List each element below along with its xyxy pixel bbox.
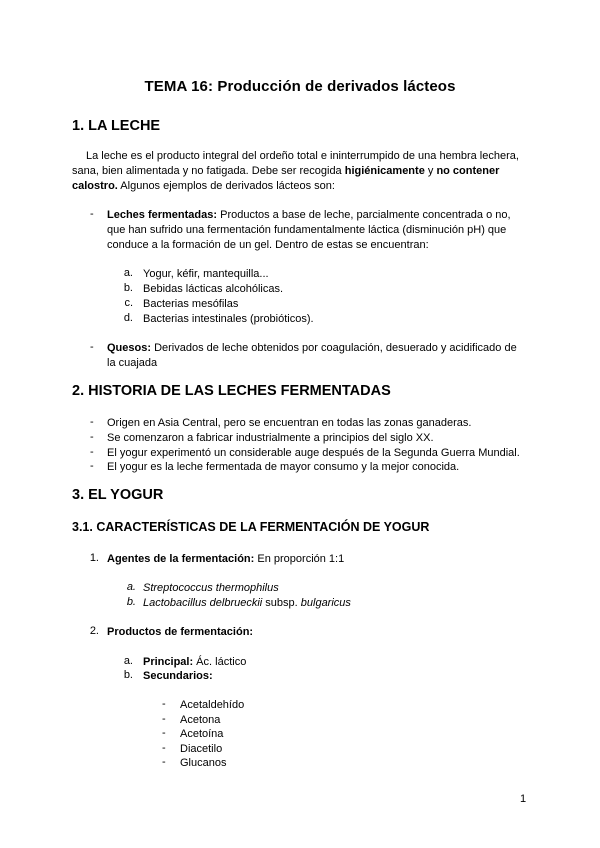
- bullet-dash: -: [162, 727, 166, 739]
- bullet-dash: -: [162, 698, 166, 710]
- list-item: El yogur es la leche fermentada de mayor consumo y la mejor conocida.: [107, 461, 460, 473]
- bullet-dash: -: [90, 416, 94, 428]
- list-marker: b.: [123, 669, 133, 681]
- bullet-quesos-line-2: la cuajada: [107, 357, 158, 369]
- list-item: Bacterias intestinales (probióticos).: [143, 313, 314, 325]
- list-item: Se comenzaron a fabricar industrialmente a principios del siglo XX.: [107, 432, 434, 444]
- list-marker: 1.: [89, 552, 99, 564]
- list-item: Origen en Asia Central, pero se encuentran en todas las zonas ganaderas.: [107, 417, 472, 429]
- list-item: El yogur experimentó un considerable auge después de la Segunda Guerra Mundial.: [107, 447, 520, 459]
- page-title: TEMA 16: Producción de derivados lácteos: [144, 78, 456, 95]
- section-heading-leche: 1. LA LECHE: [72, 118, 161, 134]
- list-item: Bebidas lácticas alcohólicas.: [143, 283, 284, 295]
- bullet-dash: -: [162, 756, 166, 768]
- list-item: Glucanos: [180, 757, 227, 769]
- list-marker: b.: [123, 282, 133, 294]
- list-item: Lactobacillus delbrueckii subsp. bulgaricus: [143, 597, 351, 609]
- bullet-dash: -: [90, 341, 94, 353]
- section-heading-yogur: 3. EL YOGUR: [72, 487, 164, 503]
- list-item: Bacterias mesófilas: [143, 298, 239, 310]
- subsection-heading: 3.1. CARACTERÍSTICAS DE LA FERMENTACIÓN DE YOGUR: [72, 520, 430, 534]
- bullet-dash: -: [90, 208, 94, 220]
- list-marker: a.: [123, 267, 133, 279]
- bullet-leches-line-3: conduce a la formación de un gel. Dentro de estas se encuentran:: [107, 239, 429, 251]
- bullet-dash: -: [90, 431, 94, 443]
- numbered-item-agentes: Agentes de la fermentación: En proporción 1:1: [107, 553, 345, 565]
- list-item: Diacetilo: [180, 743, 223, 755]
- intro-line-3: calostro. Algunos ejemplos de derivados lácteos son:: [72, 180, 335, 192]
- list-marker: c.: [124, 297, 133, 309]
- list-item: Yogur, kéfir, mantequilla...: [143, 268, 269, 280]
- list-marker: a.: [126, 581, 136, 593]
- list-item: Acetoína: [180, 728, 224, 740]
- bullet-leches-fermentadas: Leches fermentadas: Productos a base de leche, parcialmente concentrada o no,: [107, 209, 511, 221]
- bullet-leches-line-2: que han sufrido una fermentación fundamentalmente láctica (disminución pH) que: [107, 224, 507, 236]
- list-marker: 2.: [89, 625, 99, 637]
- bullet-dash: -: [162, 742, 166, 754]
- list-item: Acetaldehído: [180, 699, 245, 711]
- list-item: Acetona: [180, 714, 221, 726]
- list-item-principal: Principal: Ác. láctico: [143, 656, 247, 668]
- intro-line-2: sana, bien alimentada y no fatigada. Debe ser recogida higiénicamente y no contener: [72, 165, 500, 177]
- bullet-dash: -: [90, 460, 94, 472]
- bullet-quesos: Quesos: Derivados de leche obtenidos por coagulación, desuerado y acidificado de: [107, 342, 517, 354]
- list-item-secundarios: Secundarios:: [143, 670, 213, 682]
- bullet-dash: -: [162, 713, 166, 725]
- section-heading-historia: 2. HISTORIA DE LAS LECHES FERMENTADAS: [72, 383, 391, 399]
- list-item: Streptococcus thermophilus: [143, 582, 279, 594]
- page-number: 1: [520, 793, 527, 805]
- intro-line-1: La leche es el producto integral del ordeño total e ininterrumpido de una hembra lechera,: [86, 150, 519, 162]
- list-marker: b.: [126, 596, 136, 608]
- bullet-dash: -: [90, 446, 94, 458]
- list-marker: d.: [123, 312, 133, 324]
- numbered-item-productos: Productos de fermentación:: [107, 626, 254, 638]
- list-marker: a.: [123, 655, 133, 667]
